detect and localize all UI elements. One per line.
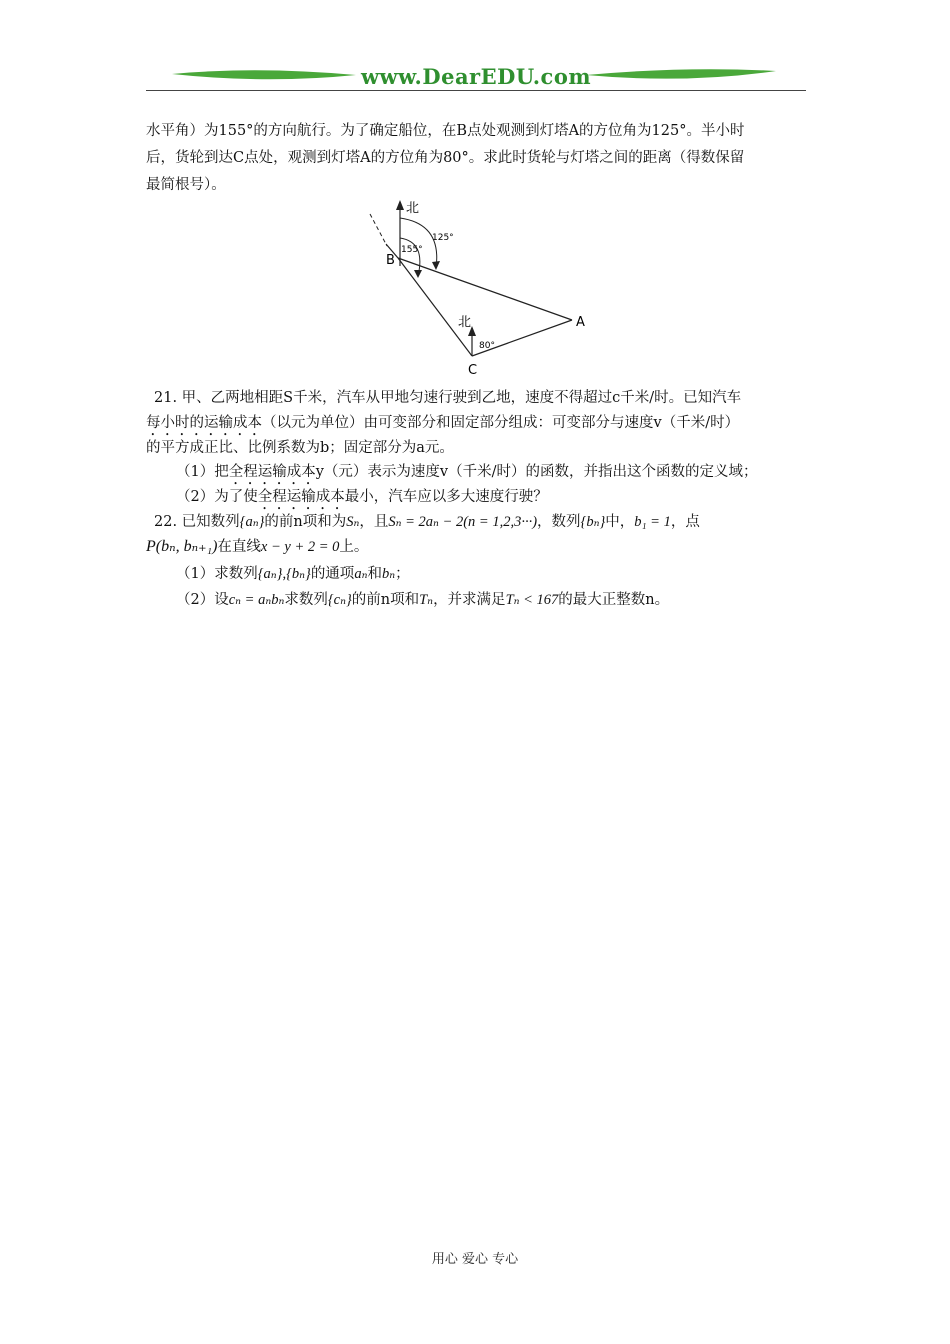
problem20-line3: 最简根号）。	[146, 177, 226, 193]
north-label-b: 北	[406, 201, 420, 216]
sequence-b: {bₙ}	[580, 514, 606, 530]
problem22-line1: 22. 已知数列{aₙ}的前n项和为Sₙ，且Sₙ = 2aₙ − 2(n = 1,2,3···)，数列{bₙ}中，b₁ = 1，点	[154, 514, 700, 530]
north-label-c: 北	[458, 315, 472, 330]
arc-155-arrow-icon	[414, 270, 422, 278]
emphasized-phrase: 全程运输成本	[257, 489, 345, 505]
north-arrow-b-icon	[396, 200, 404, 210]
navigation-diagram	[360, 196, 600, 382]
segment-bc	[398, 258, 472, 356]
problem20-line2: 后，货轮到达C点处，观测到灯塔A的方位角为80°。求此时货轮与灯塔之间的距离（得数保留	[146, 150, 745, 166]
problem22-question2: （2）设cₙ = aₙbₙ求数列{cₙ}的前n项和Tₙ，并求满足Tₙ < 167的最大正整数n。	[176, 592, 670, 608]
problem21-question1: （1）把全程运输成本y（元）表示为速度v（千米/时）的函数，并指出这个函数的定义域；	[176, 464, 758, 480]
problem22-line2: P(bₙ, bₙ₊₁)在直线x − y + 2 = 0上。	[146, 538, 369, 555]
segment-ba	[398, 258, 572, 320]
problem21-line1: 21. 甲、乙两地相距S千米，汽车从甲地匀速行驶到乙地，速度不得超过c千米/时。已知汽车	[154, 390, 742, 406]
sn-formula: Sₙ = 2aₙ − 2(n = 1,2,3···)	[388, 514, 538, 530]
b1-value: b₁ = 1	[634, 514, 671, 530]
point-c-label: C	[468, 363, 478, 378]
angle-125-label: 125°	[432, 233, 454, 243]
emphasized-phrase: 全程运输成本	[228, 464, 316, 480]
header-divider	[146, 90, 806, 91]
heading-dashed-line	[370, 214, 387, 246]
arc-125-arrow-icon	[432, 261, 440, 270]
problem22-question1: （1）求数列{aₙ},{bₙ}的通项aₙ和bₙ；	[176, 566, 410, 582]
header-logo	[146, 62, 806, 92]
angle-80-label: 80°	[479, 341, 495, 351]
problem20-line1: 水平角）为155°的方向航行。为了确定船位，在B点处观测到灯塔A的方位角为125°。半小时	[146, 123, 745, 139]
point-a-label: A	[576, 315, 585, 330]
line-equation: x − y + 2 = 0	[260, 539, 340, 555]
sequence-a: {aₙ}	[239, 514, 265, 530]
page-footer: 用心 爱心 专心	[431, 1252, 519, 1267]
emphasized-phrase: 每小时的运输成本	[146, 415, 262, 431]
angle-155-label: 155°	[401, 245, 423, 255]
problem21-line2: 每小时的运输成本（以元为单位）由可变部分和固定部分组成：可变部分与速度v（千米/时）	[146, 415, 740, 431]
point-p: P(bₙ, bₙ₊₁)	[146, 538, 218, 555]
point-b-label: B	[386, 253, 395, 268]
logo-text: www.DearEDU.com	[360, 64, 592, 89]
sum-sn: Sₙ	[346, 514, 360, 530]
problem21-question2: （2）为了使全程运输成本最小，汽车应以多大速度行驶？	[176, 489, 548, 505]
problem21-line3: 的平方成正比、比例系数为b；固定部分为a元。	[146, 440, 454, 456]
